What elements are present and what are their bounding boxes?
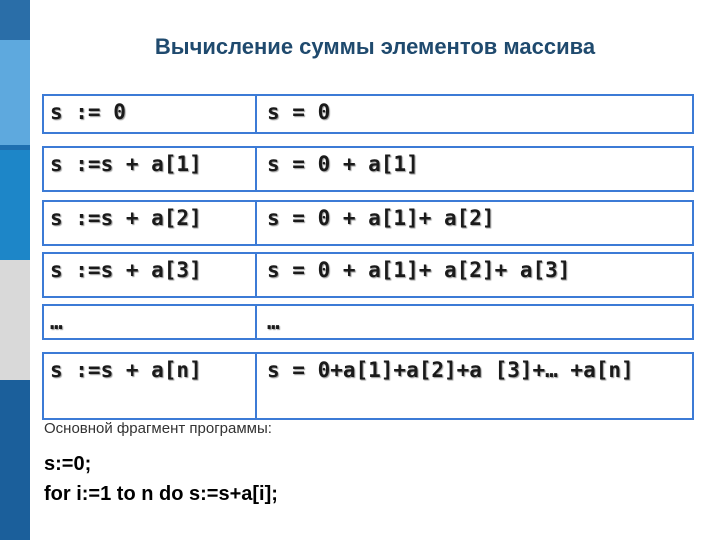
- statement-cell: s :=s + a[n]: [44, 354, 257, 418]
- statement-cell: s :=s + a[3]: [44, 254, 257, 296]
- left-bar-top-segment: [0, 0, 30, 40]
- left-bar-segment-2: [0, 150, 30, 260]
- table-row: [42, 352, 694, 420]
- code-line: s:=0;: [44, 453, 92, 475]
- statement-cell: s :=s + a[1]: [44, 148, 257, 190]
- left-bar-segment-3: [0, 260, 30, 380]
- sum-expression-cell: s = 0 + a[1]+ a[2]+ a[3]: [267, 258, 571, 282]
- statement-cell: s :=s + a[2]: [44, 202, 257, 244]
- statement-cell: …: [44, 306, 257, 338]
- table-row: [42, 252, 694, 298]
- left-bar-segment-1: [0, 40, 30, 145]
- sum-expression-cell: s = 0 + a[1]: [267, 152, 419, 176]
- table-row: [42, 146, 694, 192]
- statement-cell: s := 0: [44, 96, 257, 132]
- code-line: for i:=1 to n do s:=s+a[i];: [44, 483, 278, 505]
- left-bar-segment-4: [0, 380, 30, 540]
- table-row: [42, 304, 694, 340]
- sum-expression-cell: s = 0: [267, 100, 331, 124]
- left-decorative-bar: [0, 0, 30, 540]
- slide-title: Вычисление суммы элементов массива: [154, 34, 596, 59]
- sum-expression-cell: s = 0 + a[1]+ a[2]: [267, 206, 495, 230]
- sum-expression-cell: …: [267, 310, 280, 334]
- sum-expression-cell: s = 0+a[1]+a[2]+a [3]+… +a[n]: [267, 358, 634, 382]
- code-caption: Основной фрагмент программы:: [44, 420, 272, 437]
- table-row: [42, 94, 694, 134]
- table-row: [42, 200, 694, 246]
